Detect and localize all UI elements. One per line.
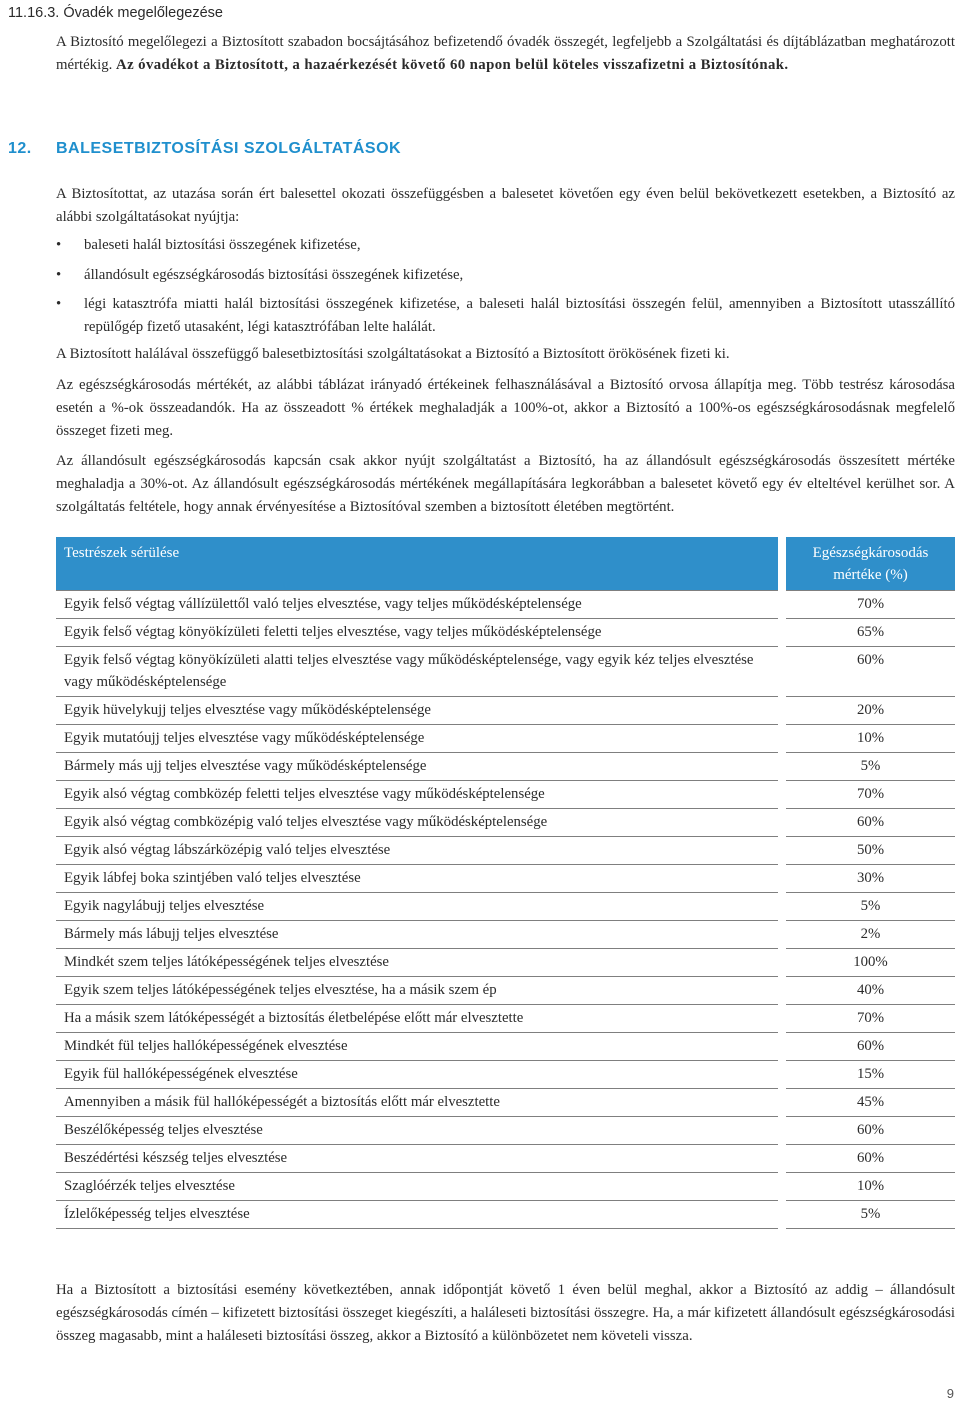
closing-paragraph: Ha a Biztosított a biztosítási esemény következtében, annak időpontját követő 1 éven belül meghal, akkor a Biztosító az addig – állandósult egészségkárosodás címén – kifizetett biztosítási összeget kiegészíti, a haláleseti biztosítási összegre. Ha, a már kifizetett állandósult egészségkárosodási összeg magasabb, mint a haláleseti biztosítási összeg, akkor a Biztosító a különbözetet nem követeli vissza. <box>56 1282 955 1344</box>
body-part-cell: Egyik felső végtag vállízülettől való teljes elvesztése, vagy teljes működésképtelensége <box>56 591 782 619</box>
table-row <box>56 1089 955 1117</box>
body-part-cell: Mindkét szem teljes látóképességének teljes elvesztése <box>56 949 782 977</box>
table-row <box>56 781 955 809</box>
bullet-item <box>56 293 955 339</box>
body-part-cell: Egyik lábfej boka szintjében való teljes elvesztése <box>56 865 782 893</box>
percent-cell: 2% <box>782 921 955 949</box>
percent-cell: 5% <box>782 893 955 921</box>
body-part-cell: Egyik alsó végtag combközépig való teljes elvesztése vagy működésképtelensége <box>56 809 782 837</box>
percent-cell: 30% <box>782 865 955 893</box>
bullet-text: baleseti halál biztosítási összegének kifizetése, <box>84 237 361 253</box>
body-part-cell: Beszédértési készség teljes elvesztése <box>56 1145 782 1173</box>
bullet-dot: • <box>56 267 62 283</box>
percent-cell: 40% <box>782 977 955 1005</box>
table-row <box>56 977 955 1005</box>
table-row <box>56 1145 955 1173</box>
bail-paragraph <box>56 31 955 77</box>
table-header-row <box>56 537 955 591</box>
assessment-paragraph: Az egészségkárosodás mértékét, az alábbi táblázat irányadó értékeinek felhasználásával a Biztosító orvosa állapítja meg. Több testrész károsodása esetén a %-ok összeadandók. Ha az összeadott % értékek meghaladják a 100%-ot, akkor a Biztosító a 100%-os egészségkárosodásnak megfelelő összeget fizeti meg. <box>56 377 955 439</box>
body-part-cell: Egyik alsó végtag combközép feletti teljes elvesztése vagy működésképtelensége <box>56 781 782 809</box>
body-part-cell: Beszélőképesség teljes elvesztése <box>56 1117 782 1145</box>
table-body <box>56 591 955 1229</box>
injury-table <box>56 537 955 1229</box>
body-part-cell: Bármely más ujj teljes elvesztése vagy működésképtelensége <box>56 753 782 781</box>
percent-cell: 50% <box>782 837 955 865</box>
body-part-header: Testrészek sérülése <box>56 537 782 591</box>
bail-text: A Biztosító megelőlegezi a Biztosított szabadon bocsájtásához befizetendő óvadék összegét, legfeljebb a Szolgáltatási és díjtáblázatban meghatározott mértékig. <box>56 34 955 73</box>
percent-cell: 10% <box>782 1173 955 1201</box>
table-row <box>56 619 955 647</box>
bullet-dot: • <box>56 237 62 253</box>
table-row <box>56 1033 955 1061</box>
percent-cell: 70% <box>782 781 955 809</box>
percent-cell: 70% <box>782 1005 955 1033</box>
percent-cell: 60% <box>782 809 955 837</box>
bullet-dot: • <box>56 296 62 312</box>
table-row <box>56 725 955 753</box>
body-part-cell: Egyik hüvelykujj teljes elvesztése vagy működésképtelensége <box>56 697 782 725</box>
table-row <box>56 865 955 893</box>
table-row <box>56 1173 955 1201</box>
body-part-cell: Egyik fül hallóképességének elvesztése <box>56 1061 782 1089</box>
body-part-cell: Egyik felső végtag könyökízületi alatti teljes elvesztése vagy működésképtelensége, vagy egyik kéz teljes elvesztése vagy működésképtelensége <box>56 647 782 697</box>
body-part-cell: Ha a másik szem látóképességét a biztosítás életbelépése előtt már elvesztette <box>56 1005 782 1033</box>
table-row <box>56 837 955 865</box>
bullet-item <box>56 264 955 287</box>
percent-cell: 70% <box>782 591 955 619</box>
body-part-cell: Egyik felső végtag könyökízületi feletti teljes elvesztése, vagy teljes működésképtelensége <box>56 619 782 647</box>
table-row <box>56 697 955 725</box>
percent-cell: 60% <box>782 647 955 697</box>
section-number: 12. <box>8 140 32 157</box>
body-part-cell: Egyik mutatóujj teljes elvesztése vagy működésképtelensége <box>56 725 782 753</box>
table-row <box>56 893 955 921</box>
body-part-cell: Szaglóérzék teljes elvesztése <box>56 1173 782 1201</box>
bullet-text: légi katasztrófa miatti halál biztosítási összegének kifizetése, a baleseti halál biztosítási összegén felül, amennyiben a Biztosított utasszállító repülőgép fizető utasaként, légi katasztrófában lelte halálát. <box>84 296 955 335</box>
table-row <box>56 1005 955 1033</box>
heirs-paragraph: A Biztosított halálával összefüggő balesetbiztosítási szolgáltatásokat a Biztosító a Biztosított örökösének fizeti ki. <box>56 346 730 362</box>
section-heading <box>8 140 401 158</box>
table-row <box>56 753 955 781</box>
percent-cell: 65% <box>782 619 955 647</box>
percent-cell: 10% <box>782 725 955 753</box>
percent-cell: 60% <box>782 1145 955 1173</box>
body-part-cell: Amennyiben a másik fül hallóképességét a biztosítás előtt már elvesztette <box>56 1089 782 1117</box>
page-number: 9 <box>946 1386 954 1401</box>
table-row <box>56 809 955 837</box>
table-row <box>56 1061 955 1089</box>
table-row <box>56 1201 955 1229</box>
table-row <box>56 949 955 977</box>
percent-cell: 5% <box>782 753 955 781</box>
body-part-cell: Ízlelőképesség teljes elvesztése <box>56 1201 782 1229</box>
body-part-cell: Bármely más lábujj teljes elvesztése <box>56 921 782 949</box>
percent-cell: 60% <box>782 1117 955 1145</box>
table-row <box>56 647 955 697</box>
body-part-cell: Egyik szem teljes látóképességének teljes elvesztése, ha a másik szem ép <box>56 977 782 1005</box>
bullet-item <box>56 234 955 257</box>
body-part-cell: Mindkét fül teljes hallóképességének elvesztése <box>56 1033 782 1061</box>
percent-header: Egészségkárosodás mértéke (%) <box>782 537 955 591</box>
table-row <box>56 921 955 949</box>
percent-cell: 20% <box>782 697 955 725</box>
percent-cell: 100% <box>782 949 955 977</box>
table-row <box>56 591 955 619</box>
percent-cell: 45% <box>782 1089 955 1117</box>
table-row <box>56 1117 955 1145</box>
threshold-paragraph: Az állandósult egészségkárosodás kapcsán csak akkor nyújt szolgáltatást a Biztosító, ha az állandósult egészségkárosodás összesített mértéke meghaladja a 30%-ot. Az állandósult egészségkárosodás mértékének megállapítására legkorábban a balesetet követő egy év elteltével kerülhet sor. A szolgáltatás feltétele, hogy annak érvényesítése a Biztosítóval szemben a biztosított életében megtörtént. <box>56 453 955 515</box>
body-part-cell: Egyik nagylábujj teljes elvesztése <box>56 893 782 921</box>
subsection-heading: 11.16.3. Óvadék megelőlegezése <box>8 5 223 21</box>
section-title: BALESETBIZTOSÍTÁSI SZOLGÁLTATÁSOK <box>56 140 402 157</box>
bullet-text: állandósult egészségkárosodás biztosítási összegének kifizetése, <box>84 267 464 283</box>
intro-paragraph: A Biztosítottat, az utazása során ért balesettel okozati összefüggésben a balesetet követően egy éven belül bekövetkezett esetekben, a Biztosító az alábbi szolgáltatásokat nyújtja: <box>56 186 955 225</box>
percent-cell: 5% <box>782 1201 955 1229</box>
percent-cell: 15% <box>782 1061 955 1089</box>
bail-text-bold: Az óvadékot a Biztosított, a hazaérkezését követő 60 napon belül köteles visszafizetni a Biztosítónak. <box>116 57 789 73</box>
percent-cell: 60% <box>782 1033 955 1061</box>
body-part-cell: Egyik alsó végtag lábszárközépig való teljes elvesztése <box>56 837 782 865</box>
